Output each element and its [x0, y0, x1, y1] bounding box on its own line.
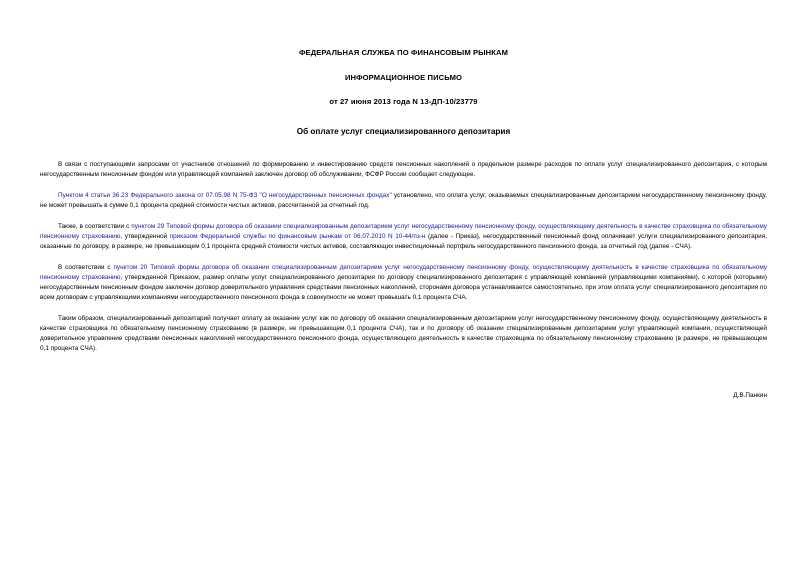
agency-title: ФЕДЕРАЛЬНАЯ СЛУЖБА ПО ФИНАНСОВЫМ РЫНКАМ [298, 48, 509, 57]
paragraph-5-text: Таким образом, специализированный депозитарий получает оплату за оказание услуг как по договору об оказании специализированным депозитарием услуг негосударственному пенсионному фонду, осуществляющему деятельность в качестве страховщика по обязательному пенсионному страхованию (в размере, не превышающем 0,1 процента СЧА), так и по договору об оказании специализированным депозитарием услуг управляющей компании, осуществляющей доверительное управление средствами пенсионных накоплений негосударственного пенсионного фонда, осуществляющего деятельность в качестве страховщика по обязательному пенсионному страхованию (в размере, не превышающем 0,1 процента СЧА). [40, 315, 767, 352]
law-article-link[interactable]: Пунктом 4 статьи 36.23 Федерального закона от 07.05.98 N 75-ФЗ "О негосударственных пенсионных фондах" [58, 192, 392, 199]
signature: Д.В.Панкин [733, 392, 767, 399]
typical-form-clause-29-link[interactable]: пунктом 29 Типовой формы договора об оказании специализированным депозитарием услуг негосударственному пенсионному фонду, осуществляющему деятельность в качестве страховщика по обязательному пенсионному страхованию [40, 223, 767, 240]
document-body [40, 136, 767, 354]
paragraph-3 [40, 222, 767, 252]
fsfr-order-link[interactable]: приказом Федеральной службы по финансовым рынкам от 06.07.2010 N 10-44/пз-н [169, 233, 426, 240]
paragraph-1 [40, 160, 767, 180]
paragraph-3-text-b: , утвержденной [120, 233, 170, 240]
typical-form-clause-20-link[interactable]: пунктом 20 Типовой формы договора об оказании специализированным депозитарием услуг негосударственному пенсионному фонду, осуществляющему деятельность в качестве страховщика по обязательному пенсионному страхованию [40, 264, 768, 281]
document-header [40, 0, 767, 106]
paragraph-4 [40, 263, 767, 303]
paragraph-1-text: В связи с поступающими запросами от участников отношений по формированию и инвестированию средств пенсионных накоплений о предельном размере расходов по оплате услуг специализированного депозитария, с которым негосударственным пенсионным фондом или управляющей компанией заключен договор об обслуживании, ФСФР России сообщает следующее. [40, 161, 767, 178]
paragraph-3-text-a: Также, в соответствии с [58, 223, 132, 230]
document-type: ИНФОРМАЦИОННОЕ ПИСЬМО [344, 73, 463, 82]
document-subject: Об оплате услуг специализированного депозитария [296, 127, 511, 136]
document-date-number: от 27 июня 2013 года N 13-ДП-10/23779 [329, 97, 478, 106]
paragraph-3-text-c: (далее - Приказ), негосударственный пенсионный фонд оплачивает услуги специализированного депозитария, оказанные по договору, в размере, не превышающем 0,1 процента средней стоимости чистых активов, составляющих инвестиционный портфель негосударственного пенсионного фонда, за отчетный год (далее - СЧА). [40, 233, 767, 250]
paragraph-4-text-b: , утвержденной Приказом, размер оплаты услуг специализированного депозитария по договору специализированного депозитария с управляющей компанией (управляющими компаниями), с которой (которыми) негосударственным пенсионным фондом заключен договор доверительного управления средствами пенсионных накоплений, сторонами договора устанавливается самостоятельно, при этом оплата услуг специализированного депозитария по всем договорам с управляющими компаниями негосударственного пенсионного фонда в совокупности не может превышать 0,1 процента СЧА. [40, 274, 767, 301]
paragraph-2-text: установлено, что оплата услуг, оказываемых специализированным депозитарием негосударственному пенсионному фонду, не может превышать в сумме 0,1 процента средней стоимости чистых активов, рассчитанной за отчетный год. [40, 192, 767, 209]
paragraph-2 [40, 191, 767, 211]
paragraph-4-text-a: В соответствии с [58, 264, 114, 271]
paragraph-5 [40, 314, 767, 354]
